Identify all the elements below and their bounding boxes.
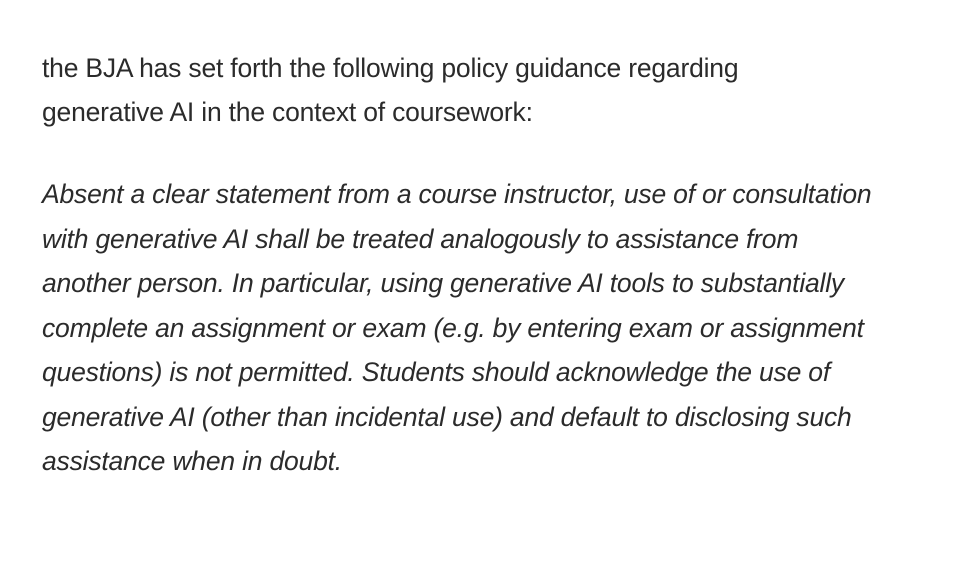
quote-line: Absent a clear statement from a course instructor, use of or consultation xyxy=(42,179,872,209)
quote-line: another person. In particular, using generative AI tools to substantially xyxy=(42,268,844,298)
quote-line: questions) is not permitted. Students should acknowledge the use of xyxy=(42,357,830,387)
intro-line: the BJA has set forth the following policy guidance regarding xyxy=(42,53,739,83)
intro-line: generative AI in the context of coursework: xyxy=(42,97,533,127)
intro-paragraph xyxy=(42,46,922,134)
article-body xyxy=(42,46,922,484)
quote-line: assistance when in doubt. xyxy=(42,446,342,476)
policy-quote xyxy=(42,172,922,484)
quote-line: generative AI (other than incidental use) and default to disclosing such xyxy=(42,401,852,432)
quote-line: with generative AI shall be treated analogously to assistance from xyxy=(42,223,799,254)
quote-line: complete an assignment or exam (e.g. by entering exam or assignment xyxy=(42,312,864,343)
